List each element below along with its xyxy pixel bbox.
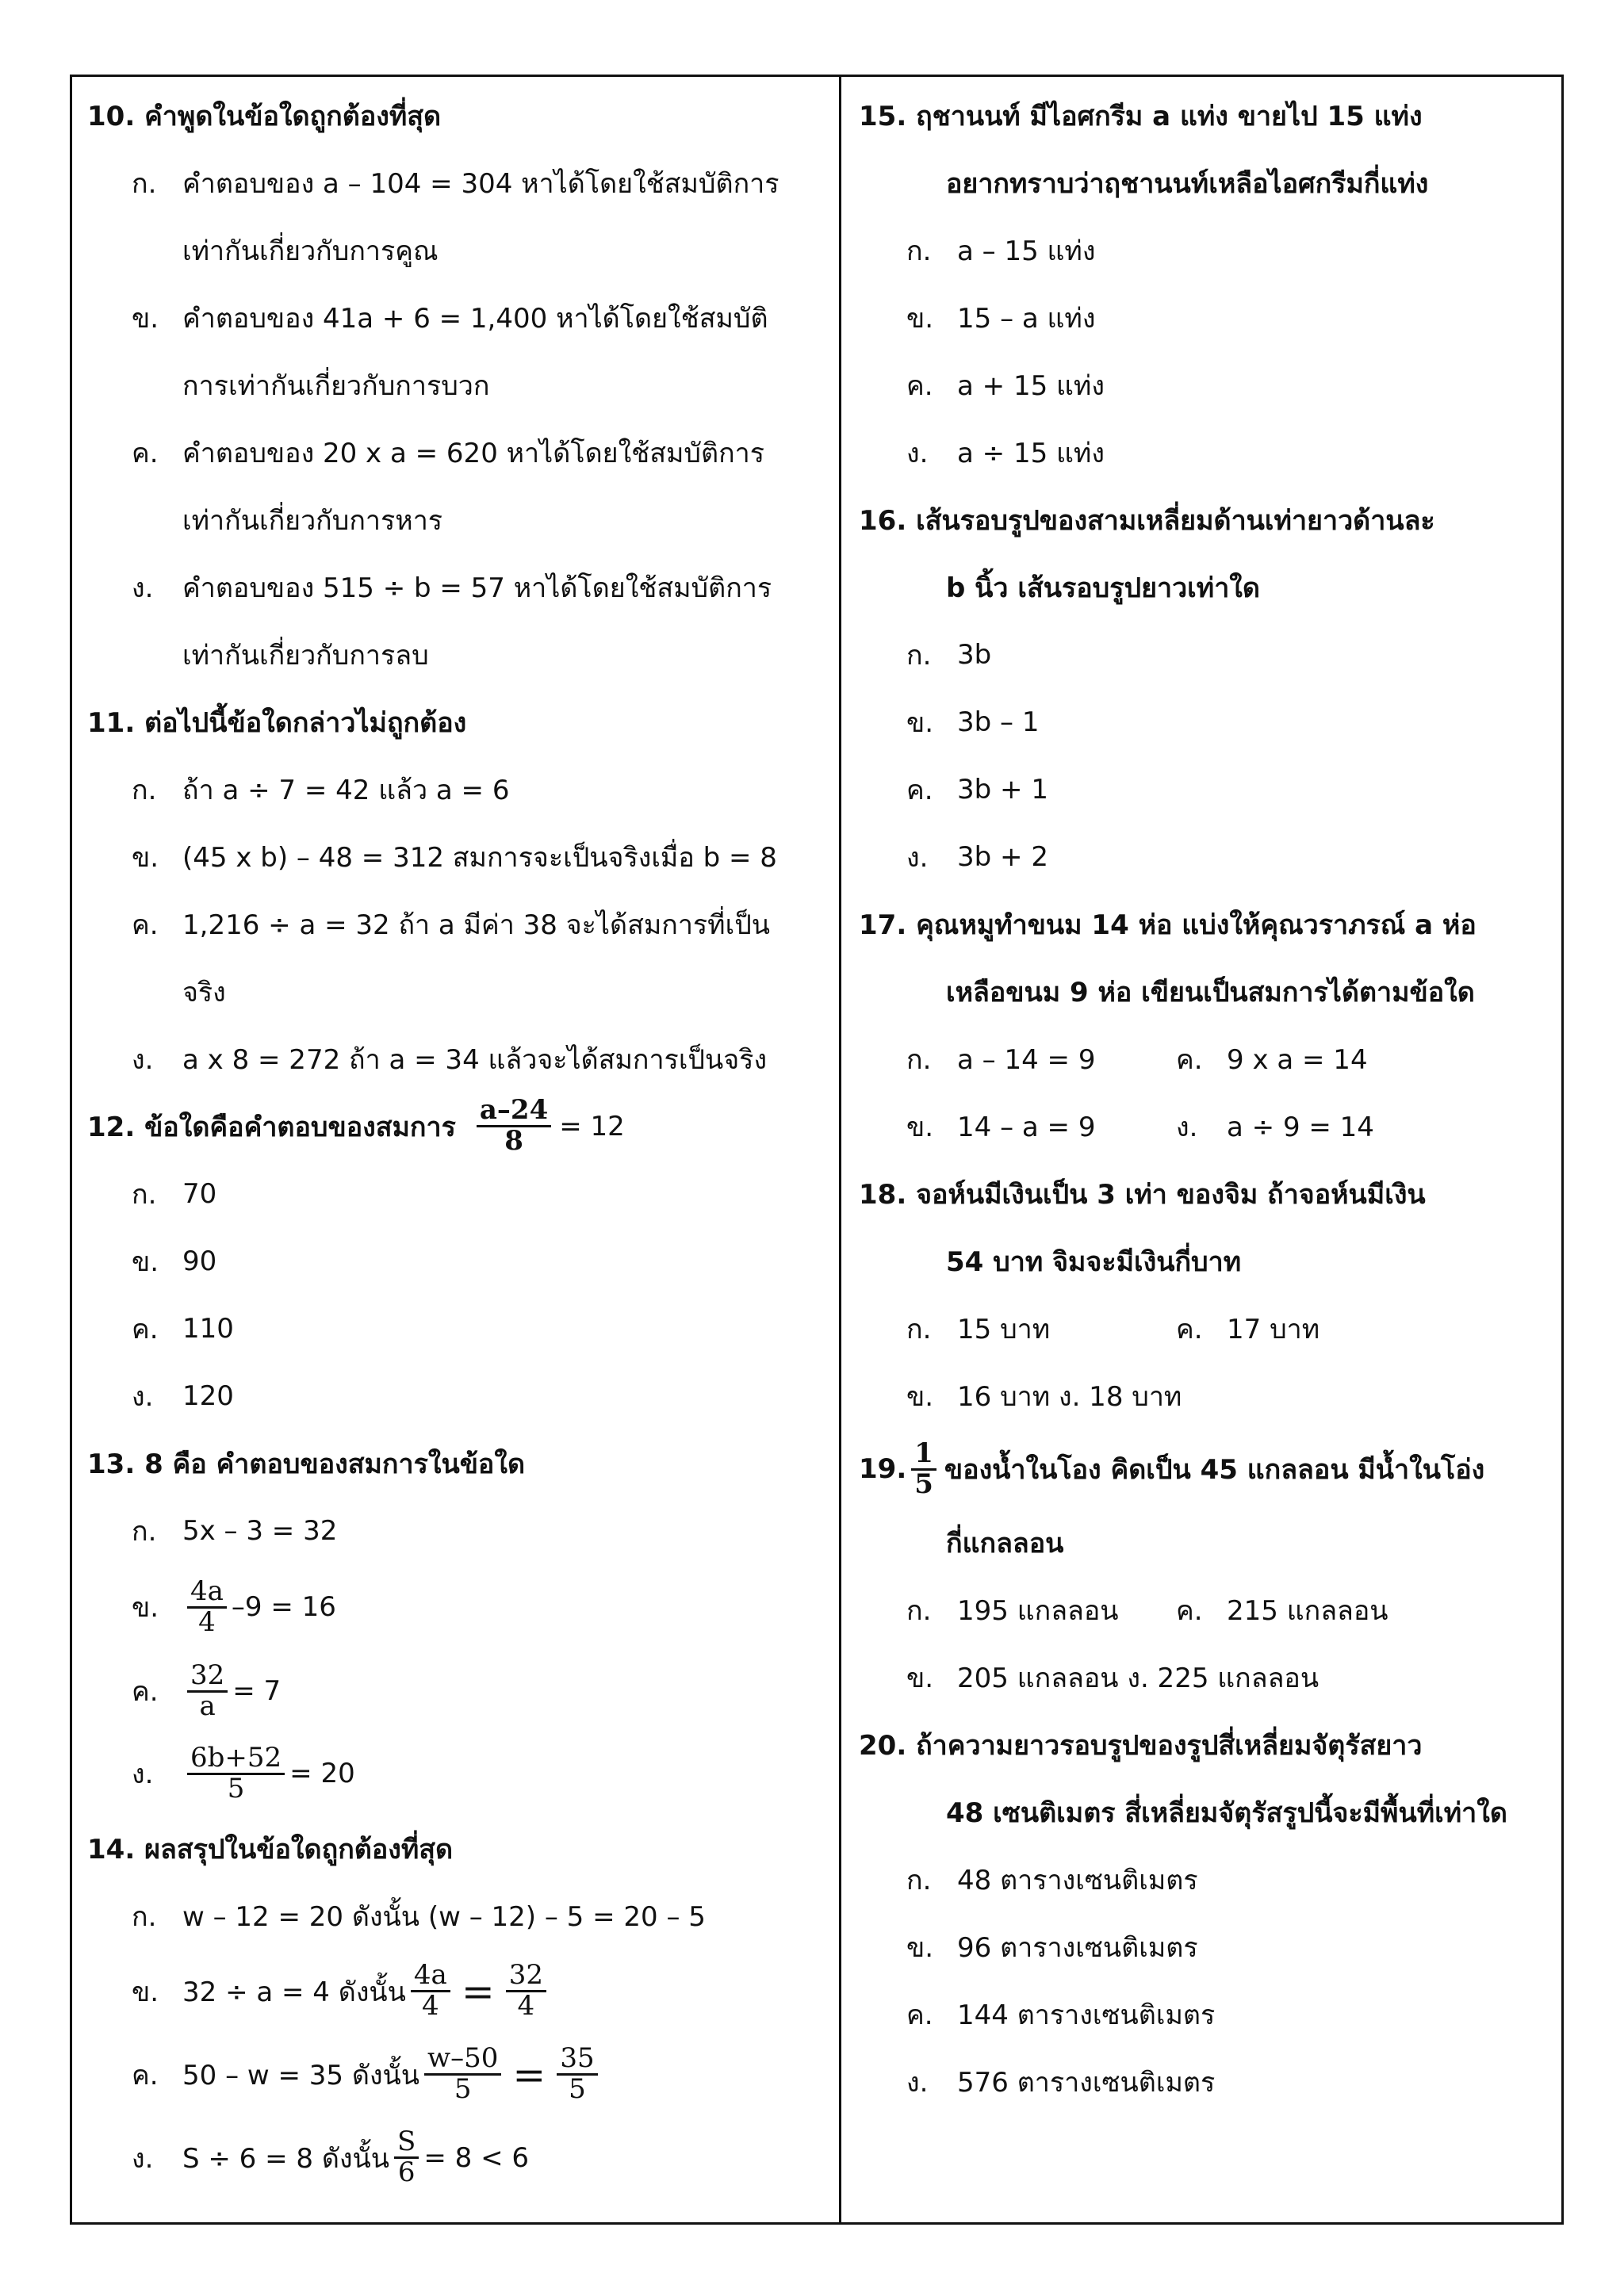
question-18-title-cont: 54 บาท จิมจะมีเงินกี่บาท — [946, 1246, 1242, 1278]
question-10-option-b: ข. คำตอบของ 41a + 6 = 1,400 หาได้โดยใช้สมบัติ — [132, 302, 768, 335]
question-12-fraction: $\frac{a-24}{8}$ — [477, 1096, 551, 1155]
question-19-options-row-1: ก. 195 แกลลอน ค. 215 แกลลอน — [906, 1594, 1388, 1627]
question-13-title: 13. 8 คือ คำตอบของสมการในข้อใด — [87, 1448, 526, 1480]
question-19-title-cont: กี่แกลลอน — [946, 1527, 1064, 1559]
question-15-option-b: ข. 15 – a แท่ง — [906, 302, 1096, 335]
question-13-option-a: ก. 5x – 3 = 32 — [132, 1514, 338, 1548]
fraction: $\frac{4a}{4}$ — [411, 1961, 450, 2020]
question-18-options-row-2: ข. 16 บาท ง. 18 บาท — [906, 1380, 1182, 1413]
question-16-title-cont: b นิ้ว เส้นรอบรูปยาวเท่าใด — [946, 572, 1260, 604]
question-12-option-a: ก. 70 — [132, 1177, 217, 1211]
question-15-option-a: ก. a – 15 แท่ง — [906, 235, 1096, 267]
question-20-option-d: ง. 576 ตารางเซนติเมตร — [906, 2066, 1216, 2099]
question-17-title-cont: เหลือขนม 9 ห่อ เขียนเป็นสมการได้ตามข้อใด — [946, 976, 1475, 1008]
fraction: $\frac{35}{5}$ — [557, 2045, 597, 2103]
left-column — [87, 82, 829, 2199]
fraction: $\frac{6b+52}{5}$ — [187, 1744, 285, 1803]
question-14-option-c: ค. 50 – w = 35 ดังนั้น $\frac{w-50}{5}$ = $\frac{35}{5}$ — [87, 2033, 829, 2116]
question-20-option-c: ค. 144 ตารางเซนติเมตร — [906, 1999, 1216, 2031]
question-20-option-a: ก. 48 ตารางเซนติเมตร — [906, 1864, 1198, 1896]
question-11-option-c-cont: จริง — [182, 976, 226, 1008]
question-18-options-row-1: ก. 15 บาท ค. 17 บาท — [906, 1313, 1320, 1345]
question-13-option-b: ข. $\frac{4a}{4}$ –9 = 16 — [132, 1575, 336, 1638]
question-17-options-row-2: ข. 14 – a = 9 ง. a ÷ 9 = 14 — [906, 1111, 1374, 1143]
question-10-option-d: ง. คำตอบของ 515 ÷ b = 57 หาได้โดยใช้สมบัติการ — [132, 572, 772, 604]
question-14-option-d: ง. S ÷ 6 = 8 ดังนั้น $\frac{S}{6}$ = 8 < 6 — [132, 2126, 529, 2188]
question-17-title: 17. คุณหมูทำขนม 14 ห่อ แบ่งให้คุณวราภรณ์ a ห่อ — [859, 909, 1477, 941]
question-10-option-b-cont: การเท่ากันเกี่ยวกับการบวก — [182, 369, 490, 402]
question-10-option-a-cont: เท่ากันเกี่ยวกับการคูณ — [182, 235, 439, 267]
question-14-option-a: ก. w – 12 = 20 ดังนั้น (w – 12) – 5 = 20 – 5 — [132, 1900, 706, 1933]
fraction: $\frac{S}{6}$ — [394, 2128, 419, 2187]
question-12-option-d: ง. 120 — [132, 1380, 234, 1413]
question-11-option-c: ค. 1,216 ÷ a = 32 ถ้า a มีค่า 38 จะได้สมการที่เป็น — [132, 909, 771, 941]
question-20-title-cont: 48 เซนติเมตร สี่เหลี่ยมจัตุรัสรูปนี้จะมีพื้นที่เท่าใด — [946, 1797, 1507, 1829]
question-13-option-c: ค. $\frac{32}{a}$ = 7 — [132, 1659, 282, 1722]
question-10-option-c-cont: เท่ากันเกี่ยวกับการหาร — [182, 504, 443, 537]
question-15-option-c: ค. a + 15 แท่ง — [906, 369, 1105, 402]
fraction: $\frac{32}{4}$ — [506, 1961, 546, 2020]
question-11-option-a: ก. ถ้า a ÷ 7 = 42 แล้ว a = 6 — [132, 774, 510, 806]
question-10-option-c: ค. คำตอบของ 20 x a = 620 หาได้โดยใช้สมบัติการ — [132, 437, 765, 469]
column-divider — [839, 75, 841, 2225]
question-11-title: 11. ต่อไปนี้ข้อใดกล่าวไม่ถูกต้อง — [87, 706, 467, 739]
right-column — [859, 82, 1557, 2115]
question-18-title: 18. จอห์นมีเงินเป็น 3 เท่า ของจิม ถ้าจอห์นมีเงิน — [859, 1178, 1426, 1211]
question-10-option-d-cont: เท่ากันเกี่ยวกับการลบ — [182, 639, 429, 672]
question-20-title: 20. ถ้าความยาวรอบรูปของรูปสี่เหลี่ยมจัตุรัสยาว — [859, 1729, 1423, 1762]
question-12-option-c: ค. 110 — [132, 1312, 234, 1345]
question-11-option-b: ข. (45 x b) – 48 = 312 สมการจะเป็นจริงเมื่อ b = 8 — [132, 841, 777, 874]
question-13-option-d: ง. $\frac{6b+52}{5}$ = 20 — [132, 1741, 355, 1804]
question-20-option-b: ข. 96 ตารางเซนติเมตร — [906, 1931, 1198, 1964]
question-15-title: 15. ฤชานนท์ มีไอศกรีม a แท่ง ขายไป 15 แท่ง — [859, 100, 1423, 132]
question-16-title: 16. เส้นรอบรูปของสามเหลี่ยมด้านเท่ายาวด้านละ — [859, 504, 1435, 537]
question-12-title: 12. ข้อใดคือคำตอบของสมการ $\frac{a-24}{8}$ = 12 — [87, 1094, 625, 1157]
question-10-title: 10. คำพูดในข้อใดถูกต้องที่สุด — [87, 100, 442, 132]
question-16-option-d: ง. 3b + 2 — [906, 840, 1048, 874]
question-11-option-d: ง. a x 8 = 272 ถ้า a = 34 แล้วจะได้สมการเป็นจริง — [132, 1043, 768, 1076]
question-12-option-b: ข. 90 — [132, 1245, 217, 1278]
question-19-title: 19. $\frac{1}{5}$ ของน้ำในโอง คิดเป็น 45 แกลลอน มีน้ำในโอ่ง — [859, 1437, 1485, 1500]
question-19-options-row-2: ข. 205 แกลลอน ง. 225 แกลลอน — [906, 1662, 1320, 1694]
question-14-title: 14. ผลสรุปในข้อใดถูกต้องที่สุด — [87, 1833, 454, 1866]
question-15-title-cont: อยากทราบว่าฤชานนท์เหลือไอศกรีมกี่แท่ง — [946, 167, 1429, 200]
fraction: $\frac{1}{5}$ — [911, 1440, 936, 1498]
question-15-option-d: ง. a ÷ 15 แท่ง — [906, 437, 1105, 469]
fraction: $\frac{w-50}{5}$ — [424, 2045, 501, 2103]
fraction: $\frac{4a}{4}$ — [187, 1578, 227, 1636]
question-10-option-a: ก. คำตอบของ a – 104 = 304 หาได้โดยใช้สมบัติการ — [132, 167, 779, 200]
question-16-option-c: ค. 3b + 1 — [906, 773, 1048, 806]
fraction: $\frac{32}{a}$ — [187, 1662, 228, 1720]
question-16-option-a: ก. 3b — [906, 638, 992, 672]
question-16-option-b: ข. 3b – 1 — [906, 706, 1040, 739]
question-17-options-row-1: ก. a – 14 = 9 ค. 9 x a = 14 — [906, 1043, 1368, 1076]
question-14-option-b: ข. 32 ÷ a = 4 ดังนั้น $\frac{4a}{4}$ = $\frac{32}{4}$ — [87, 1950, 829, 2033]
